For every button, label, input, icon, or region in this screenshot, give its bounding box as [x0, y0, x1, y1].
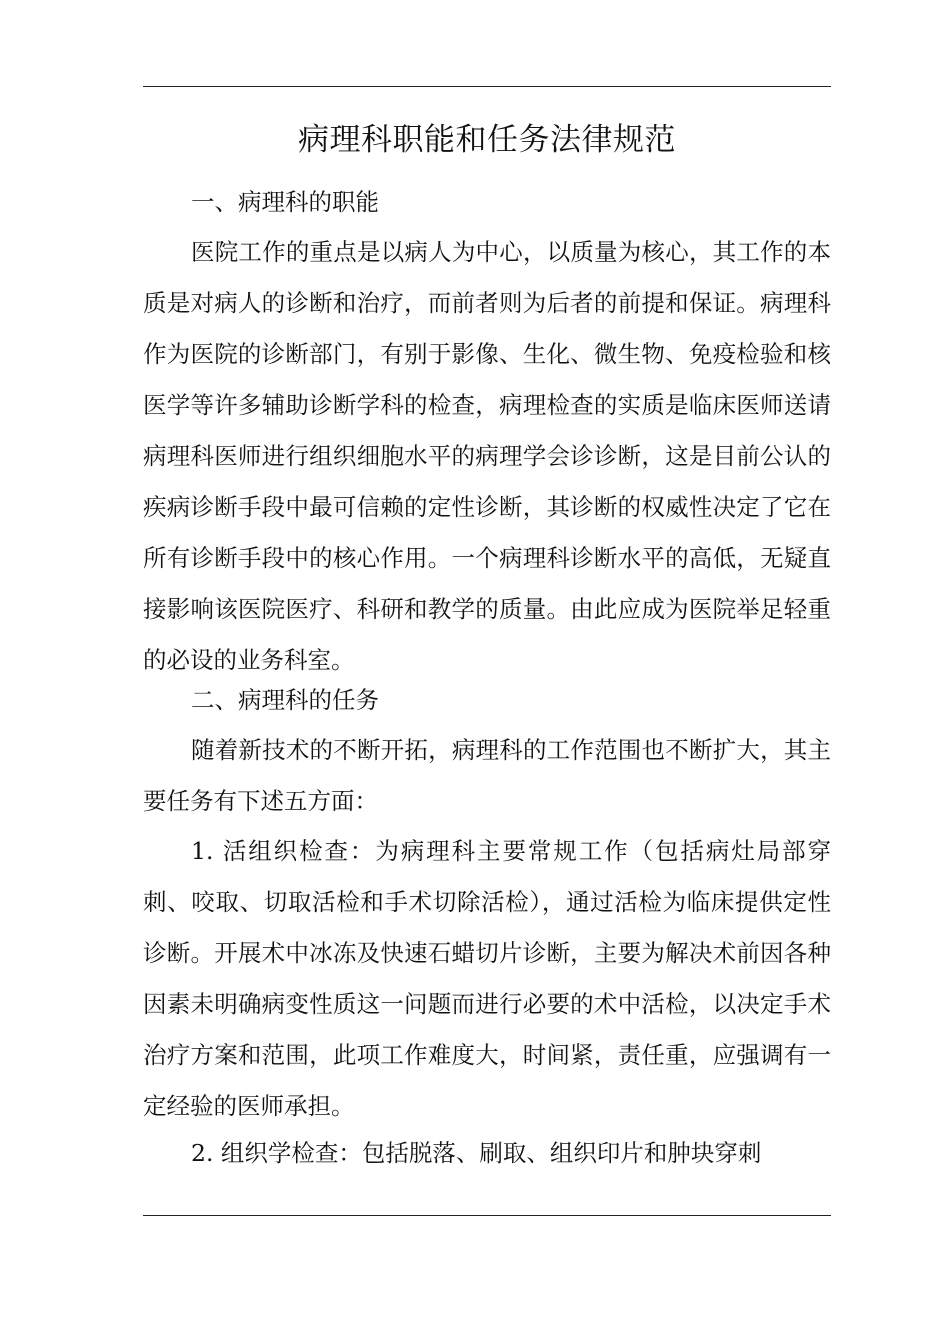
- document-title: 病理科职能和任务法律规范: [298, 122, 676, 158]
- section-heading-tasks: 二、病理科的任务: [191, 686, 379, 714]
- paragraph-task-2: 2. 组织学检查：包括脱落、刷取、组织印片和肿块穿刺: [191, 1139, 762, 1167]
- header-rule: [143, 86, 831, 87]
- footer-rule: [143, 1215, 831, 1216]
- paragraph-functions: 医院工作的重点是以病人为中心，以质量为核心，其工作的本质是对病人的诊断和治疗，而前者则为后者的前提和保证。病理科作为医院的诊断部门，有别于影像、生化、微生物、免疫检验和核医学等许多辅助诊断学科的检查，病理检查的实质是临床医师送请病理科医师进行组织细胞水平的病理学会诊诊断，这是目前公认的疾病诊断手段中最可信赖的定性诊断，其诊断的权威性决定了它在所有诊断手段中的核心作用。一个病理科诊断水平的高低，无疑直接影响该医院医疗、科研和教学的质量。由此应成为医院举足轻重的必设的业务科室。: [143, 238, 831, 674]
- paragraph-task-1: 1. 活组织检查：为病理科主要常规工作（包括病灶局部穿刺、咬取、切取活检和手术切除活检），通过活检为临床提供定性诊断。开展术中冰冻及快速石蜡切片诊断，主要为解决术前因各种因素未明确病变性质这一问题而进行必要的术中活检，以决定手术治疗方案和范围，此项工作难度大，时间紧，责任重，应强调有一定经验的医师承担。: [143, 837, 831, 1120]
- paragraph-tasks-intro: 随着新技术的不断开拓，病理科的工作范围也不断扩大，其主要任务有下述五方面：: [143, 736, 831, 815]
- section-heading-functions: 一、病理科的职能: [191, 188, 379, 216]
